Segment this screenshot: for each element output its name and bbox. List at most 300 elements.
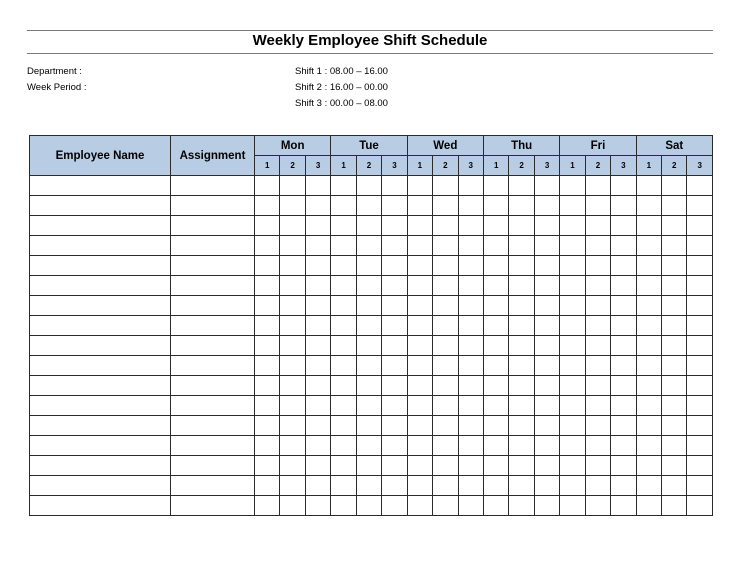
shift-cell[interactable] — [382, 396, 407, 416]
shift-cell[interactable] — [407, 436, 432, 456]
shift-cell[interactable] — [636, 396, 661, 416]
assignment-cell[interactable] — [171, 336, 255, 356]
shift-cell[interactable] — [636, 316, 661, 336]
shift-cell[interactable] — [636, 196, 661, 216]
assignment-cell[interactable] — [171, 236, 255, 256]
shift-cell[interactable] — [509, 176, 534, 196]
shift-cell[interactable] — [407, 276, 432, 296]
shift-cell[interactable] — [585, 176, 610, 196]
shift-cell[interactable] — [483, 296, 508, 316]
shift-cell[interactable] — [509, 456, 534, 476]
shift-cell[interactable] — [331, 216, 356, 236]
assignment-cell[interactable] — [171, 456, 255, 476]
shift-cell[interactable] — [407, 396, 432, 416]
shift-cell[interactable] — [560, 456, 585, 476]
shift-cell[interactable] — [534, 356, 559, 376]
shift-cell[interactable] — [585, 296, 610, 316]
shift-cell[interactable] — [382, 336, 407, 356]
shift-cell[interactable] — [534, 396, 559, 416]
shift-cell[interactable] — [509, 316, 534, 336]
shift-cell[interactable] — [662, 276, 687, 296]
shift-cell[interactable] — [662, 236, 687, 256]
shift-cell[interactable] — [305, 216, 330, 236]
shift-cell[interactable] — [356, 316, 381, 336]
shift-cell[interactable] — [356, 356, 381, 376]
shift-cell[interactable] — [382, 376, 407, 396]
assignment-cell[interactable] — [171, 276, 255, 296]
shift-cell[interactable] — [585, 256, 610, 276]
shift-cell[interactable] — [382, 196, 407, 216]
shift-cell[interactable] — [687, 216, 712, 236]
shift-cell[interactable] — [433, 216, 458, 236]
employee-name-cell[interactable] — [30, 256, 171, 276]
shift-cell[interactable] — [305, 396, 330, 416]
shift-cell[interactable] — [687, 476, 712, 496]
shift-cell[interactable] — [280, 496, 305, 516]
shift-cell[interactable] — [611, 336, 636, 356]
shift-cell[interactable] — [458, 396, 483, 416]
shift-cell[interactable] — [305, 416, 330, 436]
shift-cell[interactable] — [255, 256, 280, 276]
shift-cell[interactable] — [509, 416, 534, 436]
shift-cell[interactable] — [534, 176, 559, 196]
shift-cell[interactable] — [636, 216, 661, 236]
shift-cell[interactable] — [662, 376, 687, 396]
shift-cell[interactable] — [280, 296, 305, 316]
shift-cell[interactable] — [585, 496, 610, 516]
shift-cell[interactable] — [356, 496, 381, 516]
shift-cell[interactable] — [662, 196, 687, 216]
shift-cell[interactable] — [611, 196, 636, 216]
shift-cell[interactable] — [255, 336, 280, 356]
shift-cell[interactable] — [331, 336, 356, 356]
shift-cell[interactable] — [483, 436, 508, 456]
shift-cell[interactable] — [483, 196, 508, 216]
shift-cell[interactable] — [305, 276, 330, 296]
shift-cell[interactable] — [458, 436, 483, 456]
shift-cell[interactable] — [534, 456, 559, 476]
shift-cell[interactable] — [433, 256, 458, 276]
shift-cell[interactable] — [585, 376, 610, 396]
shift-cell[interactable] — [483, 236, 508, 256]
shift-cell[interactable] — [356, 236, 381, 256]
shift-cell[interactable] — [255, 216, 280, 236]
shift-cell[interactable] — [356, 376, 381, 396]
shift-cell[interactable] — [560, 176, 585, 196]
employee-name-cell[interactable] — [30, 496, 171, 516]
shift-cell[interactable] — [255, 396, 280, 416]
assignment-cell[interactable] — [171, 416, 255, 436]
shift-cell[interactable] — [509, 256, 534, 276]
shift-cell[interactable] — [382, 236, 407, 256]
shift-cell[interactable] — [687, 416, 712, 436]
shift-cell[interactable] — [611, 456, 636, 476]
employee-name-cell[interactable] — [30, 236, 171, 256]
shift-cell[interactable] — [483, 256, 508, 276]
shift-cell[interactable] — [687, 456, 712, 476]
shift-cell[interactable] — [280, 176, 305, 196]
shift-cell[interactable] — [305, 316, 330, 336]
shift-cell[interactable] — [280, 396, 305, 416]
shift-cell[interactable] — [255, 176, 280, 196]
shift-cell[interactable] — [662, 436, 687, 456]
shift-cell[interactable] — [356, 296, 381, 316]
shift-cell[interactable] — [255, 476, 280, 496]
shift-cell[interactable] — [636, 456, 661, 476]
shift-cell[interactable] — [331, 376, 356, 396]
shift-cell[interactable] — [662, 176, 687, 196]
shift-cell[interactable] — [662, 296, 687, 316]
shift-cell[interactable] — [560, 376, 585, 396]
shift-cell[interactable] — [280, 376, 305, 396]
shift-cell[interactable] — [280, 276, 305, 296]
shift-cell[interactable] — [331, 416, 356, 436]
shift-cell[interactable] — [509, 236, 534, 256]
shift-cell[interactable] — [433, 476, 458, 496]
shift-cell[interactable] — [331, 176, 356, 196]
employee-name-cell[interactable] — [30, 276, 171, 296]
shift-cell[interactable] — [636, 176, 661, 196]
shift-cell[interactable] — [611, 176, 636, 196]
employee-name-cell[interactable] — [30, 396, 171, 416]
shift-cell[interactable] — [255, 276, 280, 296]
employee-name-cell[interactable] — [30, 196, 171, 216]
shift-cell[interactable] — [585, 416, 610, 436]
shift-cell[interactable] — [356, 436, 381, 456]
shift-cell[interactable] — [560, 416, 585, 436]
shift-cell[interactable] — [331, 236, 356, 256]
shift-cell[interactable] — [331, 396, 356, 416]
shift-cell[interactable] — [407, 496, 432, 516]
employee-name-cell[interactable] — [30, 296, 171, 316]
shift-cell[interactable] — [534, 296, 559, 316]
shift-cell[interactable] — [280, 256, 305, 276]
shift-cell[interactable] — [585, 356, 610, 376]
shift-cell[interactable] — [433, 236, 458, 256]
shift-cell[interactable] — [255, 296, 280, 316]
shift-cell[interactable] — [382, 276, 407, 296]
shift-cell[interactable] — [407, 256, 432, 276]
shift-cell[interactable] — [687, 336, 712, 356]
shift-cell[interactable] — [382, 176, 407, 196]
shift-cell[interactable] — [407, 196, 432, 216]
shift-cell[interactable] — [611, 496, 636, 516]
shift-cell[interactable] — [687, 496, 712, 516]
employee-name-cell[interactable] — [30, 436, 171, 456]
shift-cell[interactable] — [636, 236, 661, 256]
shift-cell[interactable] — [305, 496, 330, 516]
shift-cell[interactable] — [331, 256, 356, 276]
shift-cell[interactable] — [433, 276, 458, 296]
shift-cell[interactable] — [611, 436, 636, 456]
shift-cell[interactable] — [534, 236, 559, 256]
shift-cell[interactable] — [483, 416, 508, 436]
shift-cell[interactable] — [534, 336, 559, 356]
shift-cell[interactable] — [407, 296, 432, 316]
shift-cell[interactable] — [483, 216, 508, 236]
assignment-cell[interactable] — [171, 436, 255, 456]
shift-cell[interactable] — [687, 316, 712, 336]
shift-cell[interactable] — [585, 396, 610, 416]
shift-cell[interactable] — [255, 376, 280, 396]
shift-cell[interactable] — [611, 376, 636, 396]
shift-cell[interactable] — [534, 496, 559, 516]
shift-cell[interactable] — [509, 376, 534, 396]
shift-cell[interactable] — [509, 216, 534, 236]
shift-cell[interactable] — [458, 336, 483, 356]
shift-cell[interactable] — [483, 456, 508, 476]
shift-cell[interactable] — [407, 236, 432, 256]
shift-cell[interactable] — [458, 496, 483, 516]
shift-cell[interactable] — [560, 216, 585, 236]
shift-cell[interactable] — [534, 256, 559, 276]
shift-cell[interactable] — [662, 336, 687, 356]
assignment-cell[interactable] — [171, 496, 255, 516]
shift-cell[interactable] — [560, 356, 585, 376]
shift-cell[interactable] — [611, 416, 636, 436]
shift-cell[interactable] — [305, 376, 330, 396]
shift-cell[interactable] — [407, 376, 432, 396]
shift-cell[interactable] — [280, 356, 305, 376]
shift-cell[interactable] — [305, 436, 330, 456]
shift-cell[interactable] — [687, 176, 712, 196]
shift-cell[interactable] — [255, 496, 280, 516]
shift-cell[interactable] — [509, 336, 534, 356]
shift-cell[interactable] — [560, 236, 585, 256]
shift-cell[interactable] — [611, 276, 636, 296]
shift-cell[interactable] — [636, 476, 661, 496]
shift-cell[interactable] — [433, 496, 458, 516]
shift-cell[interactable] — [305, 336, 330, 356]
shift-cell[interactable] — [433, 396, 458, 416]
shift-cell[interactable] — [560, 296, 585, 316]
shift-cell[interactable] — [585, 336, 610, 356]
shift-cell[interactable] — [509, 296, 534, 316]
shift-cell[interactable] — [433, 196, 458, 216]
assignment-cell[interactable] — [171, 356, 255, 376]
shift-cell[interactable] — [382, 416, 407, 436]
shift-cell[interactable] — [255, 236, 280, 256]
shift-cell[interactable] — [483, 276, 508, 296]
shift-cell[interactable] — [382, 316, 407, 336]
shift-cell[interactable] — [407, 356, 432, 376]
shift-cell[interactable] — [560, 476, 585, 496]
shift-cell[interactable] — [255, 416, 280, 436]
shift-cell[interactable] — [662, 496, 687, 516]
employee-name-cell[interactable] — [30, 416, 171, 436]
shift-cell[interactable] — [585, 436, 610, 456]
employee-name-cell[interactable] — [30, 216, 171, 236]
shift-cell[interactable] — [382, 436, 407, 456]
shift-cell[interactable] — [483, 356, 508, 376]
shift-cell[interactable] — [687, 396, 712, 416]
shift-cell[interactable] — [483, 476, 508, 496]
shift-cell[interactable] — [280, 476, 305, 496]
shift-cell[interactable] — [560, 336, 585, 356]
shift-cell[interactable] — [433, 296, 458, 316]
shift-cell[interactable] — [331, 196, 356, 216]
shift-cell[interactable] — [331, 296, 356, 316]
shift-cell[interactable] — [509, 496, 534, 516]
shift-cell[interactable] — [433, 316, 458, 336]
shift-cell[interactable] — [305, 196, 330, 216]
shift-cell[interactable] — [356, 456, 381, 476]
shift-cell[interactable] — [509, 276, 534, 296]
shift-cell[interactable] — [458, 476, 483, 496]
shift-cell[interactable] — [636, 416, 661, 436]
shift-cell[interactable] — [280, 236, 305, 256]
shift-cell[interactable] — [483, 376, 508, 396]
shift-cell[interactable] — [305, 296, 330, 316]
shift-cell[interactable] — [662, 216, 687, 236]
shift-cell[interactable] — [611, 356, 636, 376]
shift-cell[interactable] — [356, 476, 381, 496]
shift-cell[interactable] — [407, 336, 432, 356]
shift-cell[interactable] — [331, 476, 356, 496]
shift-cell[interactable] — [280, 456, 305, 476]
shift-cell[interactable] — [585, 196, 610, 216]
assignment-cell[interactable] — [171, 176, 255, 196]
shift-cell[interactable] — [687, 436, 712, 456]
shift-cell[interactable] — [407, 176, 432, 196]
shift-cell[interactable] — [280, 196, 305, 216]
shift-cell[interactable] — [534, 416, 559, 436]
shift-cell[interactable] — [611, 316, 636, 336]
shift-cell[interactable] — [356, 176, 381, 196]
shift-cell[interactable] — [458, 296, 483, 316]
shift-cell[interactable] — [255, 196, 280, 216]
shift-cell[interactable] — [534, 276, 559, 296]
shift-cell[interactable] — [636, 496, 661, 516]
shift-cell[interactable] — [687, 376, 712, 396]
shift-cell[interactable] — [280, 216, 305, 236]
shift-cell[interactable] — [305, 256, 330, 276]
shift-cell[interactable] — [331, 496, 356, 516]
shift-cell[interactable] — [636, 356, 661, 376]
shift-cell[interactable] — [611, 296, 636, 316]
shift-cell[interactable] — [458, 176, 483, 196]
shift-cell[interactable] — [687, 296, 712, 316]
assignment-cell[interactable] — [171, 476, 255, 496]
shift-cell[interactable] — [407, 316, 432, 336]
shift-cell[interactable] — [662, 396, 687, 416]
shift-cell[interactable] — [382, 256, 407, 276]
shift-cell[interactable] — [585, 236, 610, 256]
shift-cell[interactable] — [611, 236, 636, 256]
employee-name-cell[interactable] — [30, 356, 171, 376]
shift-cell[interactable] — [636, 336, 661, 356]
employee-name-cell[interactable] — [30, 176, 171, 196]
employee-name-cell[interactable] — [30, 456, 171, 476]
shift-cell[interactable] — [611, 216, 636, 236]
shift-cell[interactable] — [534, 316, 559, 336]
employee-name-cell[interactable] — [30, 336, 171, 356]
shift-cell[interactable] — [356, 256, 381, 276]
shift-cell[interactable] — [356, 216, 381, 236]
shift-cell[interactable] — [458, 416, 483, 436]
shift-cell[interactable] — [483, 176, 508, 196]
shift-cell[interactable] — [280, 336, 305, 356]
shift-cell[interactable] — [407, 416, 432, 436]
assignment-cell[interactable] — [171, 396, 255, 416]
shift-cell[interactable] — [356, 416, 381, 436]
shift-cell[interactable] — [458, 276, 483, 296]
shift-cell[interactable] — [585, 476, 610, 496]
shift-cell[interactable] — [255, 356, 280, 376]
assignment-cell[interactable] — [171, 376, 255, 396]
assignment-cell[interactable] — [171, 196, 255, 216]
shift-cell[interactable] — [433, 376, 458, 396]
shift-cell[interactable] — [560, 316, 585, 336]
shift-cell[interactable] — [509, 196, 534, 216]
shift-cell[interactable] — [509, 396, 534, 416]
shift-cell[interactable] — [483, 396, 508, 416]
shift-cell[interactable] — [458, 316, 483, 336]
shift-cell[interactable] — [636, 376, 661, 396]
shift-cell[interactable] — [458, 256, 483, 276]
shift-cell[interactable] — [636, 436, 661, 456]
shift-cell[interactable] — [407, 456, 432, 476]
shift-cell[interactable] — [560, 256, 585, 276]
shift-cell[interactable] — [687, 276, 712, 296]
assignment-cell[interactable] — [171, 216, 255, 236]
shift-cell[interactable] — [636, 276, 661, 296]
shift-cell[interactable] — [585, 456, 610, 476]
shift-cell[interactable] — [356, 336, 381, 356]
shift-cell[interactable] — [407, 476, 432, 496]
shift-cell[interactable] — [433, 176, 458, 196]
shift-cell[interactable] — [585, 276, 610, 296]
shift-cell[interactable] — [305, 356, 330, 376]
shift-cell[interactable] — [382, 216, 407, 236]
shift-cell[interactable] — [483, 336, 508, 356]
shift-cell[interactable] — [534, 376, 559, 396]
shift-cell[interactable] — [331, 276, 356, 296]
shift-cell[interactable] — [509, 476, 534, 496]
shift-cell[interactable] — [305, 176, 330, 196]
shift-cell[interactable] — [483, 316, 508, 336]
shift-cell[interactable] — [255, 436, 280, 456]
shift-cell[interactable] — [458, 376, 483, 396]
shift-cell[interactable] — [687, 356, 712, 376]
shift-cell[interactable] — [560, 196, 585, 216]
shift-cell[interactable] — [458, 356, 483, 376]
shift-cell[interactable] — [636, 256, 661, 276]
employee-name-cell[interactable] — [30, 376, 171, 396]
shift-cell[interactable] — [255, 316, 280, 336]
shift-cell[interactable] — [662, 456, 687, 476]
shift-cell[interactable] — [534, 476, 559, 496]
shift-cell[interactable] — [356, 276, 381, 296]
shift-cell[interactable] — [560, 436, 585, 456]
shift-cell[interactable] — [611, 396, 636, 416]
shift-cell[interactable] — [662, 256, 687, 276]
shift-cell[interactable] — [331, 436, 356, 456]
shift-cell[interactable] — [458, 456, 483, 476]
shift-cell[interactable] — [433, 416, 458, 436]
shift-cell[interactable] — [611, 476, 636, 496]
shift-cell[interactable] — [560, 396, 585, 416]
shift-cell[interactable] — [331, 456, 356, 476]
shift-cell[interactable] — [534, 196, 559, 216]
shift-cell[interactable] — [534, 436, 559, 456]
shift-cell[interactable] — [687, 236, 712, 256]
shift-cell[interactable] — [382, 296, 407, 316]
shift-cell[interactable] — [662, 476, 687, 496]
shift-cell[interactable] — [331, 316, 356, 336]
shift-cell[interactable] — [305, 236, 330, 256]
shift-cell[interactable] — [458, 236, 483, 256]
